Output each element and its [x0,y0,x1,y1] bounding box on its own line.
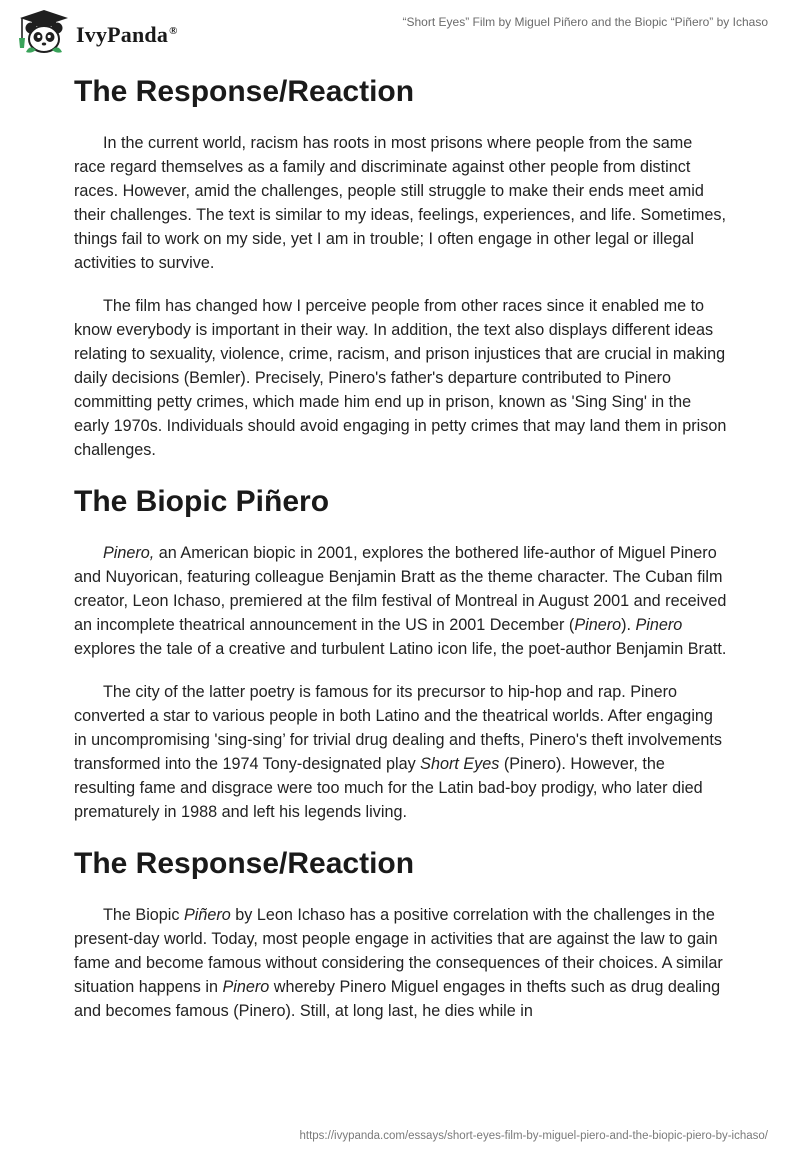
essay-content [74,70,728,1023]
ivypanda-logo[interactable] [14,8,178,58]
paragraph: In the current world, racism has roots in most prisons where people from the same race regard themselves as a family and discriminate against other people from distinct races. However, amid the challenges, people still struggle to make their ends meet amid their challenges. The text is similar to my ideas, feelings, experiences, and life. Sometimes, things fail to work on my side, yet I am in trouble; I often engage in other legal or illegal activities to survive. [74,134,726,272]
document-title: “Short Eyes” Film by Miguel Piñero and the Biopic “Piñero” by Ichaso [402,15,768,29]
paragraph: The city of the latter poetry is famous for its precursor to hip-hop and rap. Pinero converted a star to various people in both Latino and the theatrical worlds. After engaging in uncompromising 'sing-sing’ for trivial drug dealing and thefts, Pinero's theft involvements transformed into the 1974 Tony-designated play Short Eyes (Pinero). However, the resulting fame and disgrace were too much for the Latin bad-boy prodigy, who later died prematurely in 1988 and left his legends living. [74,683,723,821]
section-heading-response-reaction: The Response/Reaction [74,75,415,108]
section-heading-biopic-pinero: The Biopic Piñero [74,485,330,518]
paragraph: The film has changed how I perceive people from other races since it enabled me to know everybody is important in their way. In addition, the text also displays different ideas relating to sexuality, violence, crime, racism, and prison injustices that are crucial in making daily decisions (Bemler). Precisely, Pinero's father's departure contributed to Pinero committing petty crimes, which made him end up in prison, known as 'Sing Sing' in the early 1970s. Individuals should avoid engaging in petty crimes that may land them in prison challenges. [74,297,727,459]
source-url[interactable]: https://ivypanda.com/essays/short-eyes-film-by-miguel-piero-and-the-biopic-piero-by-ichaso/ [299,1130,768,1142]
logo-text: IvyPanda® [76,22,178,47]
paragraph: Pinero, an American biopic in 2001, explores the bothered life-author of Miguel Pinero and Nuyorican, featuring colleague Benjamin Bratt as the theme character. The Cuban film creator, Leon Ichaso, premiered at the film festival of Montreal in August 2001 and received an incomplete theatrical announcement in the US in 2001 December (Pinero). Pinero explores the tale of a creative and turbulent Latino icon life, the poet-author Benjamin Bratt. [74,544,727,658]
section-heading-response-reaction-2: The Response/Reaction [74,847,415,880]
page-header [0,0,800,70]
panda-graduate-icon [14,8,70,58]
paragraph: The Biopic Piñero by Leon Ichaso has a positive correlation with the challenges in the present-day world. Today, most people engage in activities that are against the law to gain fame and become famous without considering the consequences of their choices. A similar situation happens in Pinero whereby Pinero Miguel engages in thefts such as drug dealing and becomes famous (Pinero). Still, at long last, he dies while in [74,906,723,1020]
